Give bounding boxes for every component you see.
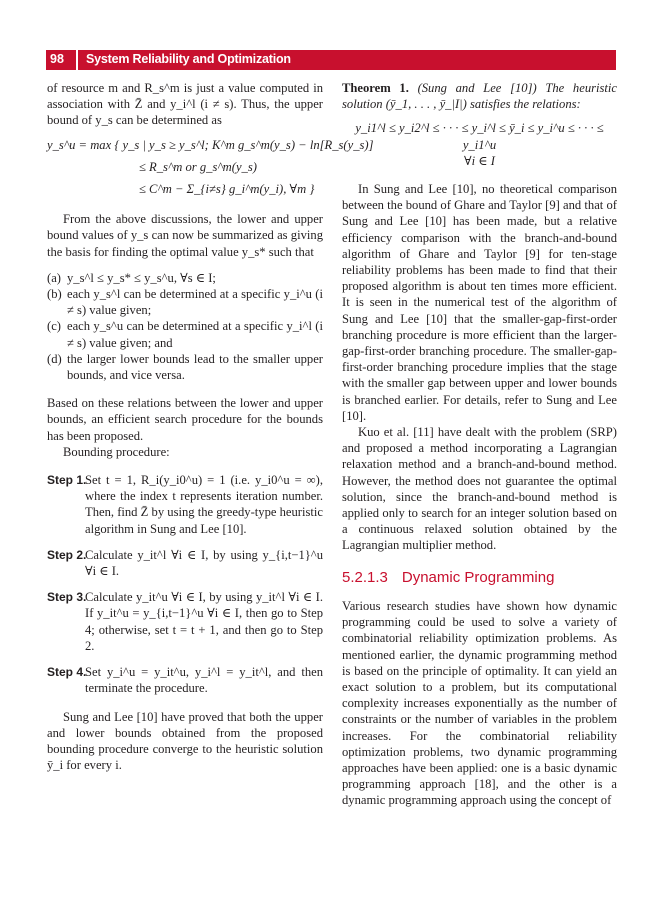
bound-relations-list (47, 270, 323, 383)
running-title: System Reliability and Optimization (86, 52, 291, 66)
theorem-label: Theorem 1. (342, 81, 409, 95)
list-item: (d) the larger lower bounds lead to the smaller upper bounds, and vice versa. (47, 351, 323, 383)
section-title: Dynamic Programming (401, 568, 555, 586)
step-3: Step 3. Calculate y_it^u ∀i ∈ I, by using y_it^l ∀i ∈ I. If y_it^u = y_{i,t−1}^u ∀i ∈ I, then go to Step 4; otherwise, set t = t + 1, and then go to Step 2. (47, 590, 323, 653)
right-paragraph-1: In Sung and Lee [10], no theoretical comparison between the bound of Ghare and Taylor [9] and that of Sung and Lee [10] has been made, but a relative efficiency comparison with the branch-and-bound algorithm of Ghare and Taylor [9] for ten-stage reliability problems has been made to find that their proposed algorithm is about ten times more efficient. It is seen in the numerical test of the algorithm of Sung and Lee [10] that the smaller-gap-first-order branching procedure is more efficient than the larger-gap-first-order branching procedure. The smaller-gap-first-order branching procedure implies that the stage with the smaller gap between upper and lower bounds is branched earlier. For details, refer to Sung and Lee [10]. (342, 182, 617, 423)
running-header (46, 50, 616, 70)
list-item: (a) y_s^l ≤ y_s* ≤ y_s^u, ∀s ∈ I; (47, 270, 216, 285)
header-divider (76, 50, 78, 70)
theorem-relation-line-1: y_i1^l ≤ y_i2^l ≤ · · · ≤ y_i^l ≤ ȳ_i ≤ y_i^u ≤ · · · ≤ y_i1^u (355, 121, 604, 152)
bounding-procedure-heading: Bounding procedure: (63, 444, 170, 459)
left-paragraph-1: of resource m and R_s^m is just a value computed in association with Z̄ and y_i^l (i ≠ s). Thus, the upper bound of y_s can be determined as (47, 81, 323, 128)
upper-bound-equation-line-1: y_s^u = max { y_s | y_s ≥ y_s^l; K^m g_s^m(y_s) − ln[R_s(y_s)] (47, 137, 374, 152)
left-paragraph-2: From the above discussions, the lower and upper bound values of y_s can now be summarized as giving the basis for finding the optimal value y_s* such that (47, 212, 323, 259)
step-1: Step 1. Set t = 1, R_i(y_i0^u) = 1 (i.e. y_i0^u = ∞), where the index t represents iteration number. Then, find Z̄ by using the greedy-type heuristic algorithm in Sung and Lee [10]. (47, 473, 323, 536)
upper-bound-equation-line-3: ≤ C^m − Σ_{i≠s} g_i^m(y_i), ∀m } (139, 182, 315, 197)
left-paragraph-5: Sung and Lee [10] have proved that both the upper and lower bounds obtained from the proposed bounding procedure converge to the heuristic solution ȳ_i for every i. (47, 709, 323, 773)
right-paragraph-3: Various research studies have shown how dynamic programming could be used to solve a variety of combinatorial reliability optimization problems. As mentioned earlier, the dynamic programming method is based on the principle of optimality. It can yield an exact solution to a problem, but its computational complexity increases exponentially as the number of constraints or the number of variables in the problem increases. For the combinatorial reliability optimization problems, two dynamic programming approaches have been applied: one is a basic dynamic programming approach [18], and the other is a dynamic programming approach using the concept of (342, 598, 617, 808)
step-2: Step 2. Calculate y_it^l ∀i ∈ I, by using y_{i,t−1}^u ∀i ∈ I. (47, 547, 323, 579)
theorem-1 (342, 80, 617, 112)
section-heading (342, 570, 617, 586)
right-paragraph-2: Kuo et al. [11] have dealt with the problem (SRP) and proposed a method incorporating a Lagrangian relaxation method and a branch-and-bound method. However, the method does not guarantee the optimal solution, since the branch-and-bound method is applied only to search for an integer solution based on a continuous relaxed solution obtained by the Lagrangian multiplier method. (342, 425, 617, 553)
page-number: 98 (50, 52, 64, 66)
list-item: (c) each y_s^u can be determined at a specific y_i^l (i ≠ s) value given; and (47, 319, 323, 350)
step-4: Step 4. Set y_i^u = y_it^u, y_i^l = y_it^l, and then terminate the procedure. (47, 665, 323, 696)
upper-bound-equation-line-2: ≤ R_s^m or g_s^m(y_s) (139, 159, 257, 174)
left-paragraph-3: Based on these relations between the lower and upper bounds, an efficient search procedure for the bounds has been proposed. (47, 396, 323, 443)
section-number: 5.2.1.3 (342, 568, 388, 586)
list-item: (b) each y_s^l can be determined at a specific y_i^u (i ≠ s) value given; (47, 287, 323, 318)
right-column (342, 80, 617, 809)
theorem-relation-line-2: ∀i ∈ I (464, 153, 495, 168)
theorem-body: (Sung and Lee [10]) The heuristic solution (ȳ_1, . . . , ȳ_|I|) satisfies the relations: (342, 81, 618, 112)
